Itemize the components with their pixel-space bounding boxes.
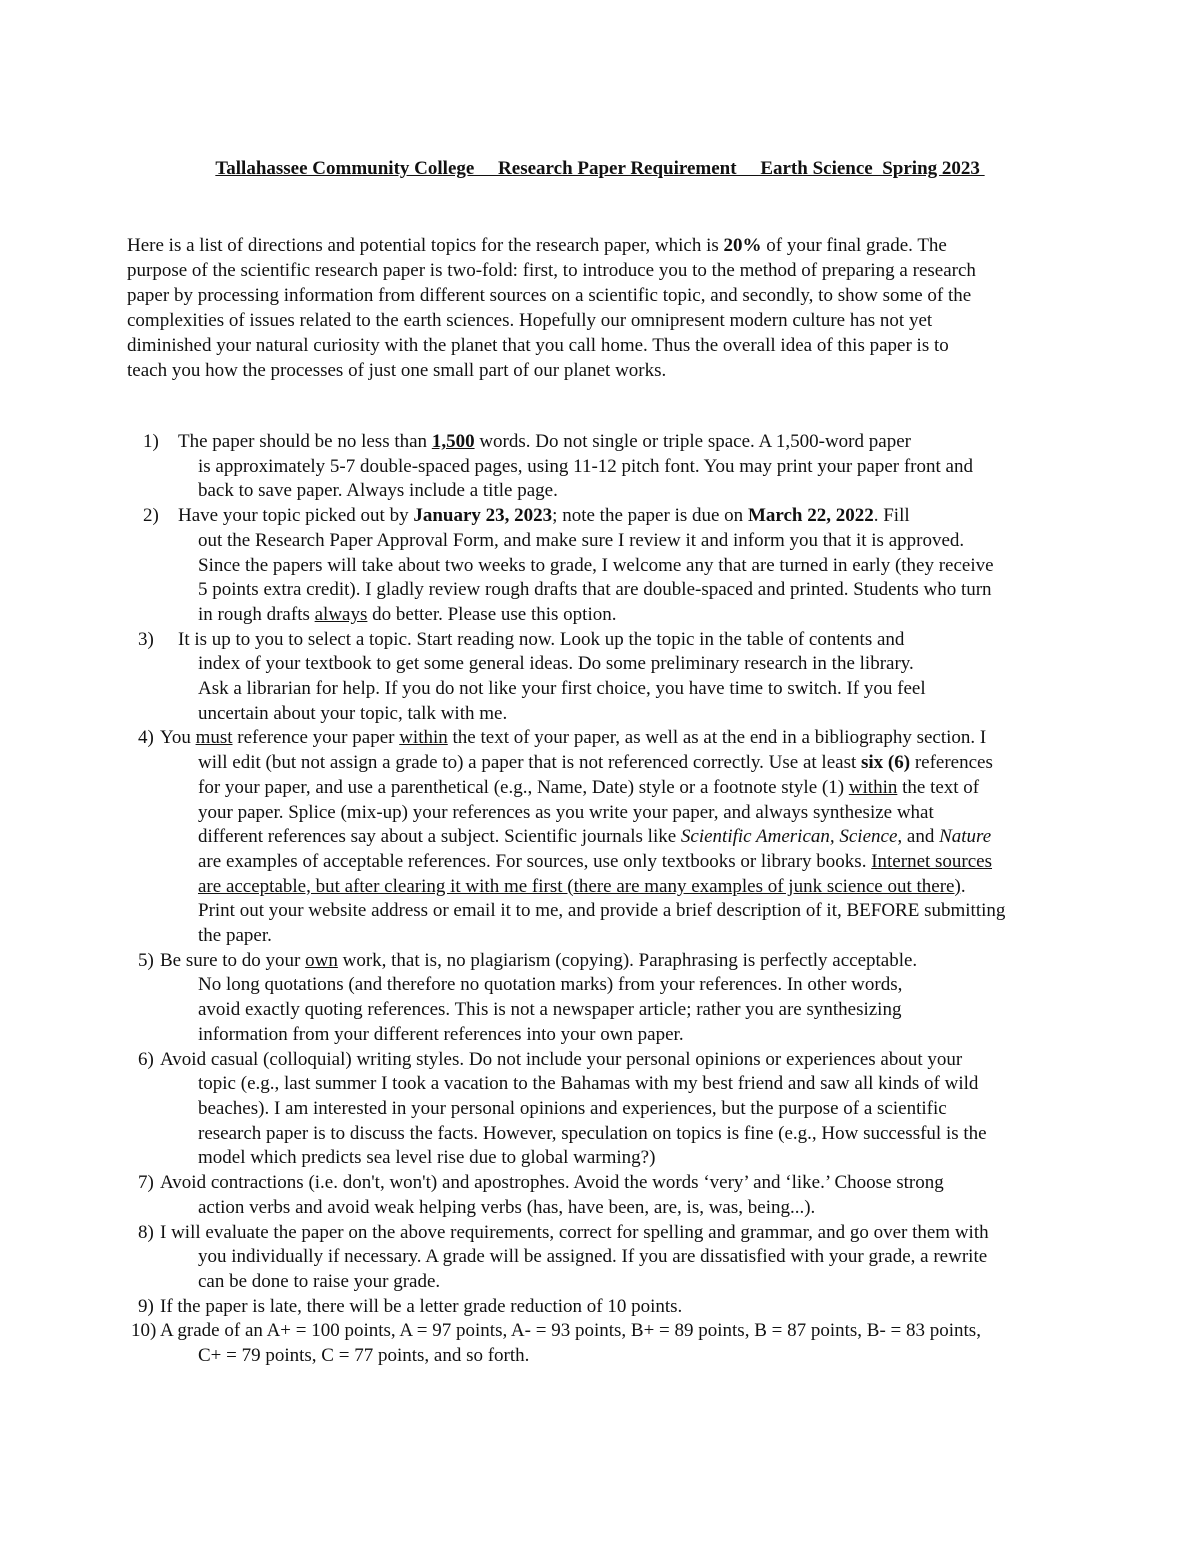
- text-run: work, that is, no plagiarism (copying). Paraphrasing is perfectly acceptable.: [337, 949, 918, 971]
- text-run: are examples of acceptable references. For sources, use only textbooks or library books.: [198, 850, 872, 872]
- item-line: [0, 652, 1200, 677]
- item-line: [0, 998, 1200, 1023]
- item-number: 7): [138, 1172, 154, 1194]
- text-run: Avoid contractions (i.e. don't, won't) and apostrophes. Avoid the words ‘very’ and ‘like.’ Choose strong: [160, 1172, 944, 1194]
- text-run: reference your paper: [232, 727, 400, 749]
- text-run: back to save paper. Always include a title page.: [198, 480, 558, 502]
- intro-line: [127, 258, 1102, 283]
- text-run: of your final grade. The: [761, 235, 947, 256]
- text-run: Avoid casual (colloquial) writing styles. Do not include your personal opinions or experiences about your: [160, 1048, 963, 1070]
- item-line: [0, 949, 1200, 974]
- item-line: [0, 1295, 1200, 1320]
- item-line: [0, 628, 1200, 653]
- item-line: [0, 1196, 1200, 1221]
- text-run: action verbs and avoid weak helping verbs (has, have been, are, is, was, being...).: [198, 1196, 816, 1218]
- item-line: [0, 677, 1200, 702]
- item-line: [0, 1122, 1200, 1147]
- intro-line: [127, 308, 1102, 333]
- emphasized-text: are acceptable, but after clearing it with me first (there are many examples of junk science out there): [198, 875, 961, 897]
- emphasized-text: must: [195, 727, 233, 749]
- item-line: [0, 1146, 1200, 1171]
- item-number: 5): [138, 949, 154, 971]
- text-run: can be done to raise your grade.: [198, 1270, 441, 1292]
- text-run: different references say about a subject. Scientific journals like: [198, 826, 681, 848]
- text-run: you individually if necessary. A grade will be assigned. If you are dissatisfied with your grade, a rewrite: [198, 1246, 988, 1268]
- text-run: A grade of an A+ = 100 points, A = 97 points, A- = 93 points, B+ = 89 points, B = 87 points, B- = 83 points,: [160, 1320, 981, 1342]
- emphasized-text: Internet sources: [871, 850, 993, 872]
- item-number: 10): [131, 1320, 157, 1342]
- text-run: . Fill: [873, 505, 910, 527]
- list-item: [0, 726, 1200, 948]
- item-line: [0, 603, 1200, 628]
- text-run: 5 points extra credit). I gladly review rough drafts that are double-spaced and printed. Students who turn: [198, 579, 992, 601]
- item-line: [0, 504, 1200, 529]
- text-run: words. Do not single or triple space. A 1,500-word paper: [474, 431, 911, 452]
- text-run: for your paper, and use a parenthetical (e.g., Name, Date) style or a footnote style (1): [198, 776, 849, 798]
- item-number: 3): [138, 628, 154, 650]
- list-item: [0, 504, 1200, 628]
- item-line: [0, 850, 1200, 875]
- text-run: the text of: [897, 776, 980, 798]
- intro-line: [127, 358, 1102, 383]
- item-number: 2): [143, 505, 159, 527]
- emphasized-text: always: [314, 603, 368, 625]
- text-run: beaches). I am interested in your personal opinions and experiences, but the purpose of a scientific: [198, 1097, 947, 1119]
- emphasized-text: Nature: [939, 826, 992, 848]
- item-line: [0, 1344, 1200, 1369]
- text-run: do better. Please use this option.: [367, 603, 617, 625]
- text-run: Be sure to do your: [160, 949, 306, 971]
- text-run: Here is a list of directions and potential topics for the research paper, which is: [127, 235, 724, 256]
- item-line: [0, 430, 1200, 455]
- text-run: diminished your natural curiosity with the planet that you call home. Thus the overall idea of this paper is to: [127, 335, 949, 356]
- text-run: research paper is to discuss the facts. However, speculation on topics is fine (e.g., How successful is the: [198, 1122, 987, 1144]
- intro-line: [127, 333, 1102, 358]
- item-line: [0, 1319, 1200, 1344]
- text-run: teach you how the processes of just one small part of our planet works.: [127, 360, 667, 381]
- item-line: [0, 554, 1200, 579]
- item-line: [0, 801, 1200, 826]
- list-item: [0, 1319, 1200, 1368]
- item-number: 4): [138, 727, 154, 749]
- text-run: No long quotations (and therefore no quotation marks) from your references. In other words,: [198, 974, 903, 996]
- emphasized-text: March 22, 2022: [747, 505, 874, 527]
- item-line: [0, 1245, 1200, 1270]
- text-run: Print out your website address or email it to me, and provide a brief description of it, BEFORE submitting: [198, 900, 1006, 922]
- text-run: Ask a librarian for help. If you do not like your first choice, you have time to switch. If you feel: [198, 678, 926, 700]
- emphasized-text: 20%: [723, 235, 762, 256]
- item-line: [0, 1072, 1200, 1097]
- item-line: [0, 578, 1200, 603]
- item-line: [0, 1097, 1200, 1122]
- document-title: Tallahassee Community College Research Paper Requirement Earth Science Spring 2023: [215, 158, 985, 179]
- text-run: complexities of issues related to the earth sciences. Hopefully our omnipresent modern culture has not yet: [127, 310, 933, 331]
- intro-paragraph: [127, 233, 1102, 383]
- item-line: [0, 702, 1200, 727]
- text-run: and: [902, 826, 940, 848]
- text-run: is approximately 5-7 double-spaced pages, using 11-12 pitch font. You may print your paper front and: [198, 455, 973, 477]
- text-run: topic (e.g., last summer I took a vacation to the Bahamas with my best friend and saw all kinds of wild: [198, 1073, 979, 1095]
- text-run: information from your different references into your own paper.: [198, 1023, 684, 1045]
- item-line: [0, 726, 1200, 751]
- item-line: [0, 1221, 1200, 1246]
- list-item: [0, 1171, 1200, 1220]
- text-run: in rough drafts: [198, 603, 315, 625]
- emphasized-text: January 23, 2023: [413, 505, 553, 527]
- item-line: [0, 1171, 1200, 1196]
- text-run: It is up to you to select a topic. Start reading now. Look up the topic in the table of contents and: [178, 628, 905, 650]
- emphasized-text: 1,500: [431, 431, 475, 452]
- text-run: .: [960, 875, 966, 897]
- text-run: out the Research Paper Approval Form, and make sure I review it and inform you that it is approved.: [198, 529, 965, 551]
- list-item: [0, 1048, 1200, 1172]
- item-line: [0, 924, 1200, 949]
- text-run: model which predicts sea level rise due to global warming?): [198, 1147, 656, 1169]
- text-run: the paper.: [198, 925, 272, 947]
- item-line: [0, 973, 1200, 998]
- emphasized-text: own: [305, 949, 338, 971]
- text-run: Since the papers will take about two weeks to grade, I welcome any that are turned in early (they receive: [198, 554, 994, 576]
- text-run: Have your topic picked out by: [178, 505, 414, 527]
- list-item: [0, 430, 1200, 504]
- text-run: your paper. Splice (mix-up) your references as you write your paper, and always synthesize what: [198, 801, 934, 823]
- item-line: [0, 479, 1200, 504]
- text-run: If the paper is late, there will be a letter grade reduction of 10 points.: [160, 1295, 683, 1317]
- item-line: [0, 455, 1200, 480]
- list-item: [0, 1295, 1200, 1320]
- emphasized-text: six (6): [861, 752, 911, 774]
- emphasized-text: within: [399, 727, 448, 749]
- item-line: [0, 875, 1200, 900]
- text-run: I will evaluate the paper on the above requirements, correct for spelling and grammar, and go over them with: [160, 1221, 989, 1243]
- item-number: 8): [138, 1221, 154, 1243]
- item-line: [0, 1048, 1200, 1073]
- list-item: [0, 949, 1200, 1048]
- text-run: the text of your paper, as well as at the end in a bibliography section. I: [447, 727, 987, 749]
- text-run: purpose of the scientific research paper is two-fold: first, to introduce you to the method of preparing a research: [127, 260, 976, 281]
- text-run: You: [160, 727, 196, 749]
- item-number: 1): [143, 431, 159, 452]
- text-run: index of your textbook to get some general ideas. Do some preliminary research in the library.: [198, 653, 914, 675]
- requirements-list: [0, 430, 1200, 1369]
- text-run: will edit (but not assign a grade to) a paper that is not referenced correctly. Use at least: [198, 752, 861, 774]
- emphasized-text: Scientific American, Science,: [680, 826, 903, 848]
- text-run: ; note the paper is due on: [552, 505, 748, 527]
- item-line: [0, 1023, 1200, 1048]
- item-line: [0, 776, 1200, 801]
- item-number: 6): [138, 1048, 154, 1070]
- list-item: [0, 628, 1200, 727]
- text-run: uncertain about your topic, talk with me.: [198, 702, 508, 724]
- item-line: [0, 751, 1200, 776]
- text-run: paper by processing information from different sources on a scientific topic, and secondly, to show some of the: [127, 285, 972, 306]
- text-run: references: [910, 752, 993, 774]
- item-line: [0, 825, 1200, 850]
- emphasized-text: within: [848, 776, 898, 798]
- item-line: [0, 529, 1200, 554]
- intro-line: [127, 233, 1102, 258]
- text-run: avoid exactly quoting references. This is not a newspaper article; rather you are synthesizing: [198, 999, 902, 1021]
- intro-line: [127, 283, 1102, 308]
- item-line: [0, 899, 1200, 924]
- item-line: [0, 1270, 1200, 1295]
- list-item: [0, 1221, 1200, 1295]
- text-run: C+ = 79 points, C = 77 points, and so forth.: [198, 1345, 530, 1367]
- item-number: 9): [138, 1295, 154, 1317]
- text-run: The paper should be no less than: [178, 431, 432, 452]
